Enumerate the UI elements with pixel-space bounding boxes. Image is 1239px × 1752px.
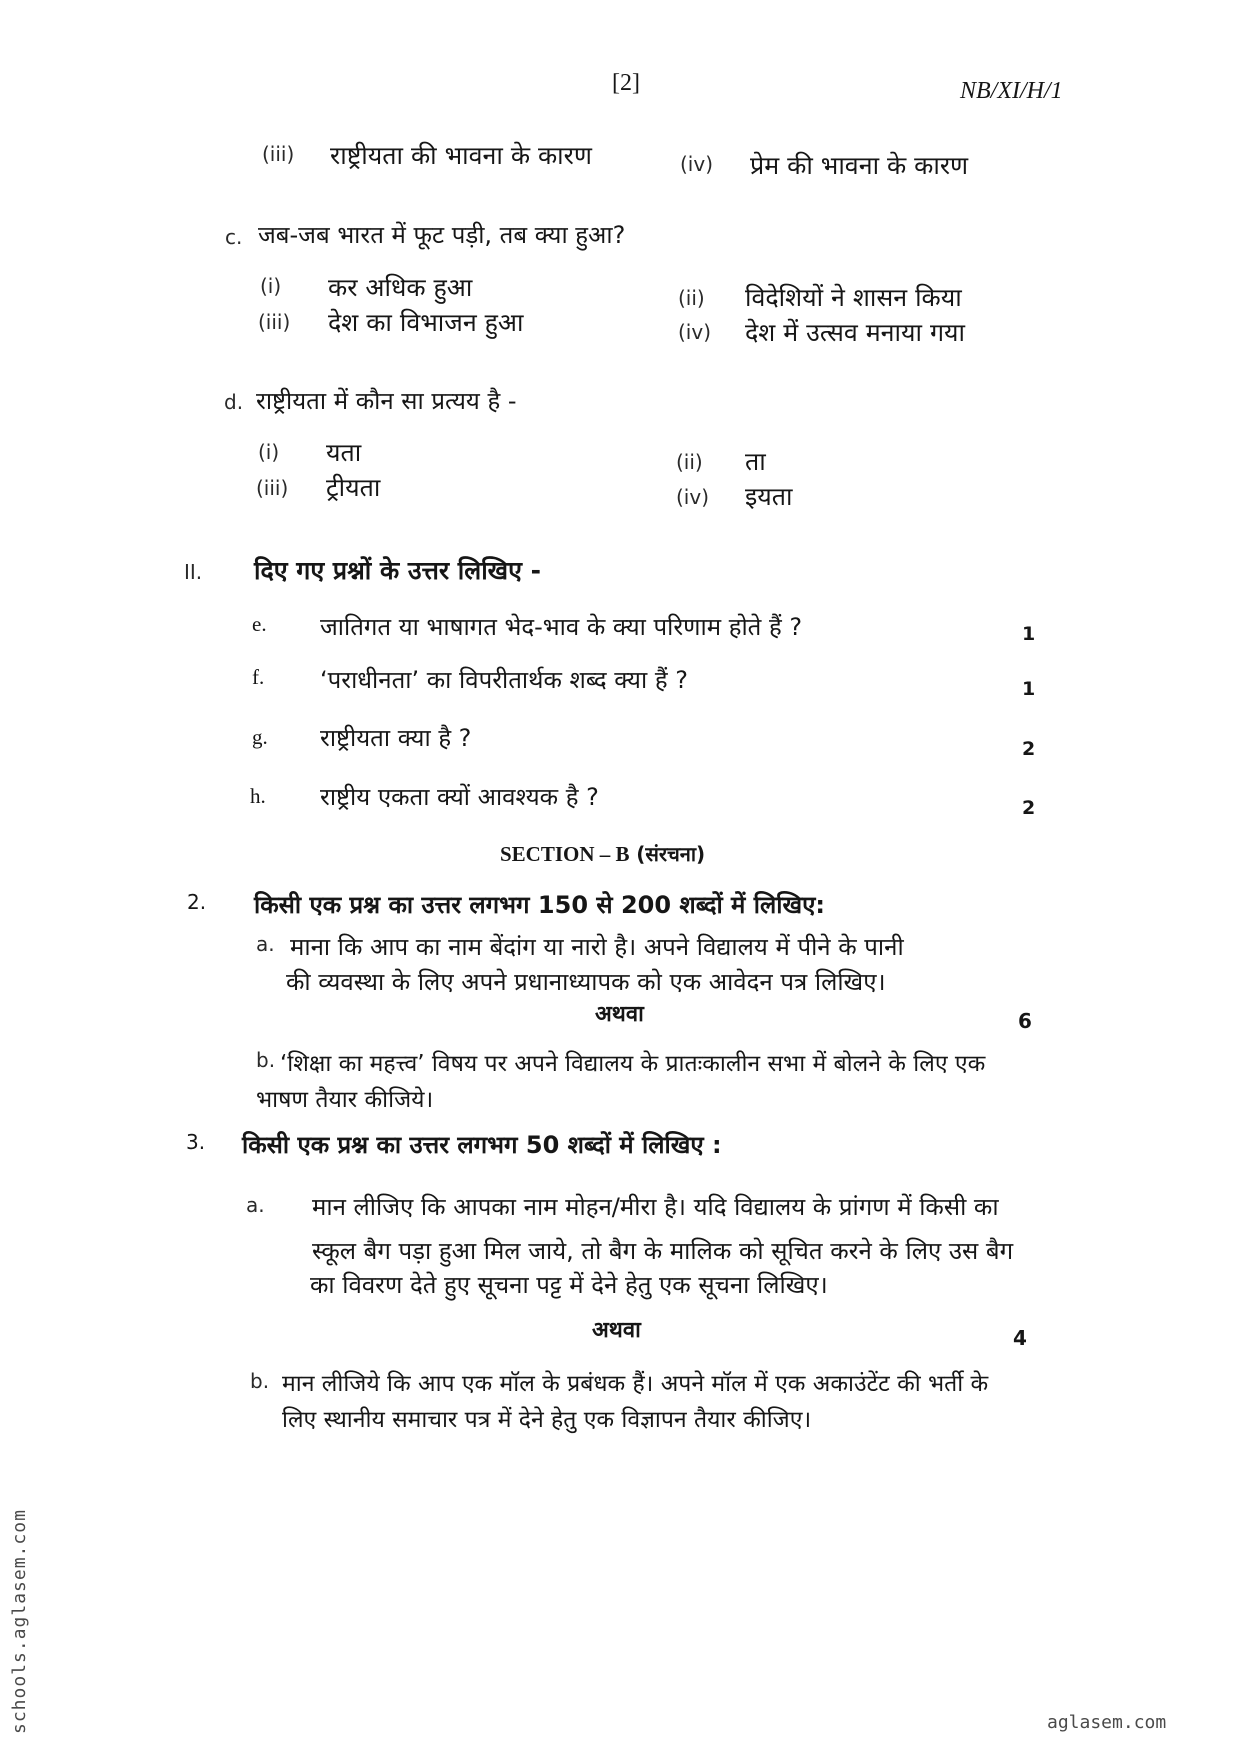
marks: 2 <box>1022 738 1036 760</box>
option-label: (ii) <box>676 450 703 474</box>
option-label: (iv) <box>678 320 711 344</box>
section-heading-hi: (संरचना) <box>636 842 706 866</box>
option-text: राष्ट्रीयता की भावना के कारण <box>330 141 592 170</box>
option-text: कर अधिक हुआ <box>328 273 473 302</box>
question-heading: किसी एक प्रश्न का उत्तर लगभग 150 से 200 शब्दों में लिखिए: <box>254 891 825 919</box>
question-text: मान लीजिये कि आप एक मॉल के प्रबंधक हैं। अपने मॉल में एक अकाउंटेंट की भर्ती के <box>282 1371 989 1397</box>
option-text: ता <box>745 447 766 476</box>
section-heading-en: SECTION – B <box>500 842 630 866</box>
question-text: ‘शिक्षा का महत्त्व’ विषय पर अपने विद्यालय के प्रातःकालीन सभा में बोलने के लिए एक <box>280 1051 986 1077</box>
marks: 6 <box>1018 1009 1032 1033</box>
question-label: f. <box>252 665 265 689</box>
question-text: माना कि आप का नाम बेंदांग या नारो है। अपने विद्यालय में पीने के पानी <box>290 933 904 961</box>
question-text: स्कूल बैग पड़ा हुआ मिल जाये, तो बैग के मालिक को सूचित करने के लिए उस बैग <box>312 1237 1014 1265</box>
question-label: h. <box>250 784 266 808</box>
question-text: जातिगत या भाषागत भेद-भाव के क्या परिणाम होते हैं ? <box>320 613 803 641</box>
question-number: 3. <box>186 1130 206 1154</box>
question-text: की व्यवस्था के लिए अपने प्रधानाध्यापक को एक आवेदन पत्र लिखिए। <box>286 968 886 996</box>
part-label: II. <box>184 560 203 584</box>
part-heading: दिए गए प्रश्नों के उत्तर लिखिए - <box>254 556 542 585</box>
option-label: (i) <box>260 274 282 298</box>
question-label: e. <box>252 612 267 636</box>
option-text: ट्रीयता <box>326 473 381 502</box>
question-text: का विवरण देते हुए सूचना पट्ट में देने हेतु एक सूचना लिखिए। <box>310 1271 828 1299</box>
question-label: c. <box>225 225 243 249</box>
marks: 1 <box>1022 678 1036 700</box>
question-label: g. <box>252 725 268 749</box>
side-watermark: schools.aglasem.com <box>9 1509 30 1734</box>
option-label: b. <box>250 1369 270 1393</box>
question-text: मान लीजिए कि आपका नाम मोहन/मीरा है। यदि विद्यालय के प्रांगण में किसी का <box>312 1193 999 1221</box>
question-text: जब-जब भारत में फूट पड़ी, तब क्या हुआ? <box>258 221 626 249</box>
option-text: यता <box>326 438 362 467</box>
question-number: 2. <box>187 890 207 914</box>
page-number: [2] <box>612 70 640 96</box>
question-text: भाषण तैयार कीजिये। <box>256 1087 434 1113</box>
option-label: (i) <box>258 440 280 464</box>
or-divider: अथवा <box>595 1002 644 1027</box>
option-text: देश का विभाजन हुआ <box>328 308 524 337</box>
option-label: (iii) <box>256 476 289 500</box>
option-text: देश में उत्सव मनाया गया <box>745 318 965 347</box>
option-label: (iv) <box>676 485 709 509</box>
option-label: (iii) <box>258 310 291 334</box>
option-label: (ii) <box>678 286 705 310</box>
option-text: प्रेम की भावना के कारण <box>750 151 969 180</box>
question-text: ‘पराधीनता’ का विपरीतार्थक शब्द क्या हैं ? <box>320 666 688 694</box>
marks: 4 <box>1013 1326 1027 1350</box>
option-text: इयता <box>745 482 793 511</box>
question-text: राष्ट्रीयता क्या है ? <box>320 724 472 752</box>
marks: 2 <box>1022 797 1036 819</box>
option-label: (iv) <box>680 152 713 176</box>
or-divider: अथवा <box>592 1318 641 1343</box>
option-text: विदेशियों ने शासन किया <box>745 283 962 312</box>
option-label: (iii) <box>262 142 295 166</box>
question-text: लिए स्थानीय समाचार पत्र में देने हेतु एक विज्ञापन तैयार कीजिए। <box>282 1407 812 1433</box>
option-label: a. <box>256 932 275 956</box>
question-text: राष्ट्रीयता में कौन सा प्रत्यय है - <box>256 387 517 415</box>
section-heading <box>500 840 705 867</box>
question-text: राष्ट्रीय एकता क्यों आवश्यक है ? <box>320 783 599 811</box>
option-label: b. <box>256 1048 276 1072</box>
option-label: a. <box>246 1193 265 1217</box>
marks: 1 <box>1022 623 1036 645</box>
corner-watermark: aglasem.com <box>1047 1712 1167 1733</box>
question-label: d. <box>224 390 244 414</box>
paper-code: NB/XI/H/1 <box>960 78 1063 104</box>
question-heading: किसी एक प्रश्न का उत्तर लगभग 50 शब्दों में लिखिए : <box>242 1131 722 1159</box>
